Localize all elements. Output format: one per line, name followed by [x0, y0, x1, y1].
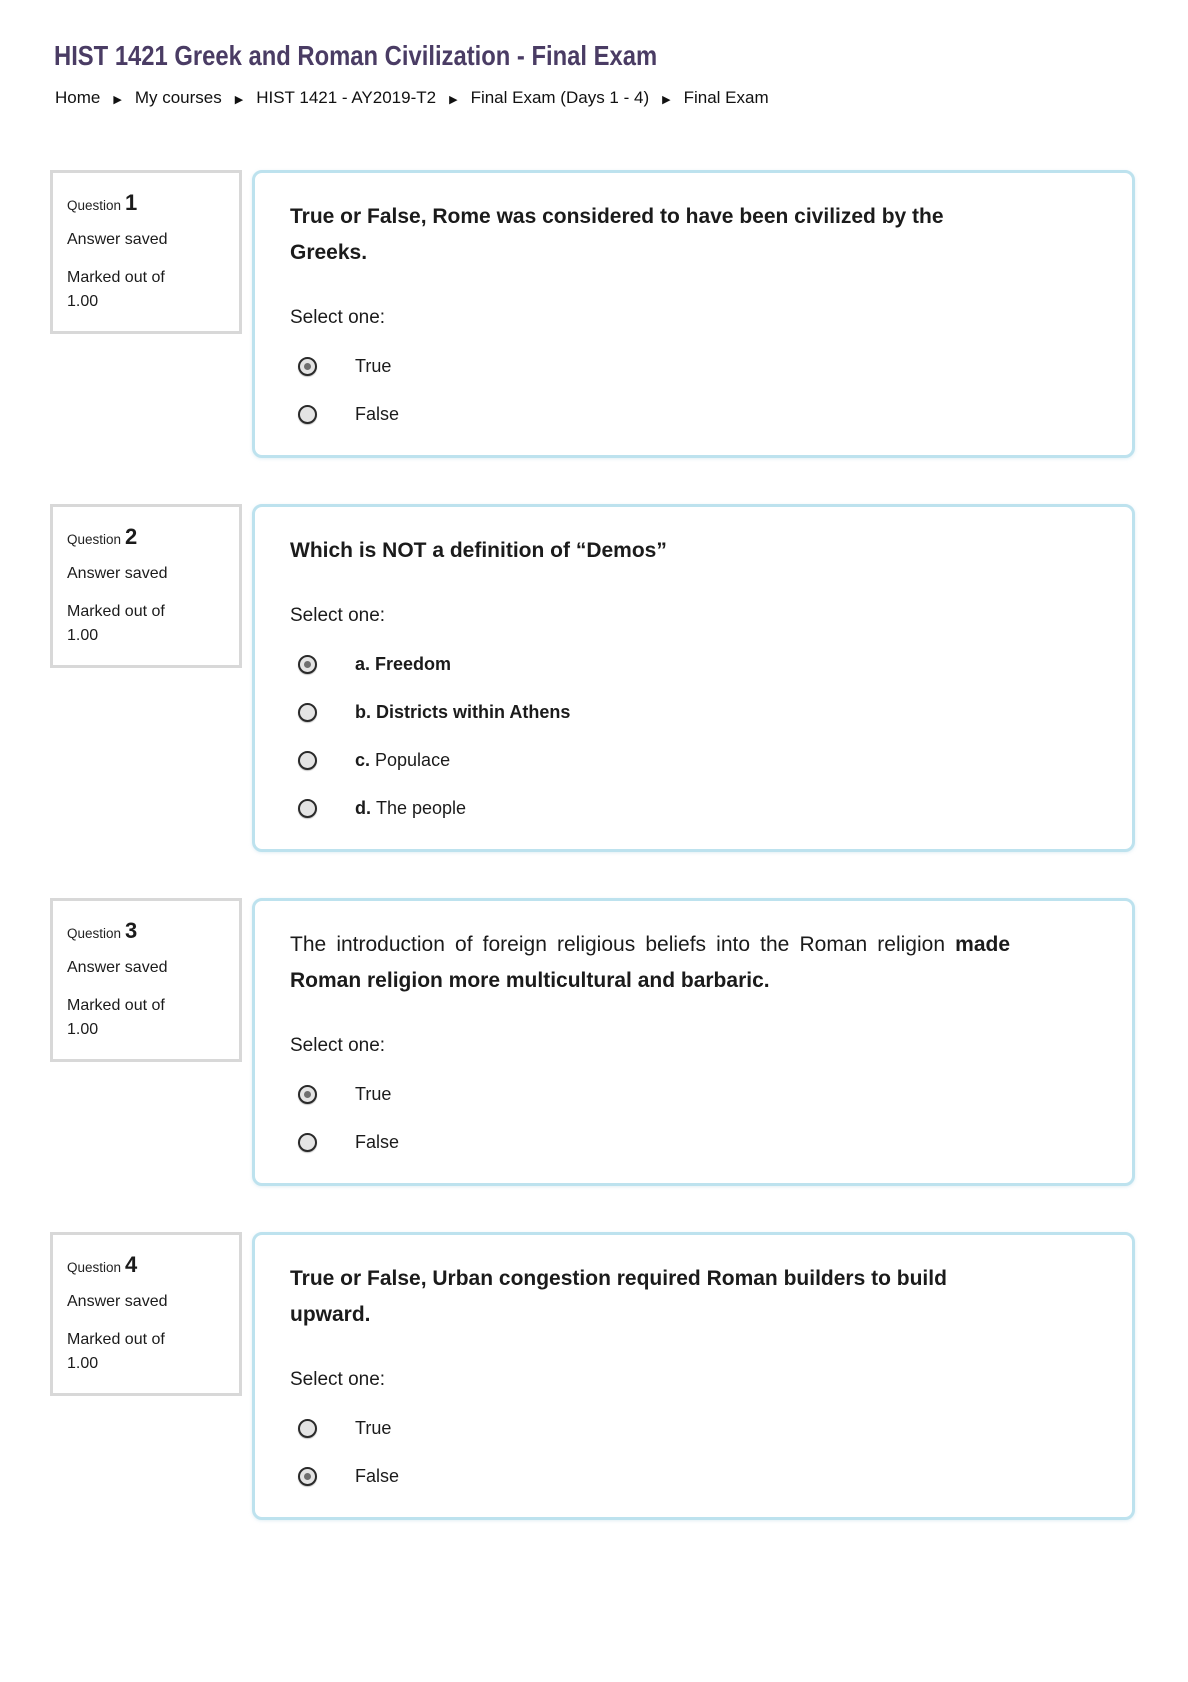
option-label: [355, 1465, 399, 1487]
answer-option[interactable]: [290, 749, 1102, 771]
option-text: Populace: [375, 750, 451, 770]
option-text: False: [355, 404, 400, 424]
question-label: Question: [67, 532, 122, 547]
option-letter: a.: [355, 654, 376, 674]
option-label: [355, 355, 391, 377]
question-text: [290, 1261, 1010, 1333]
option-label: [355, 797, 466, 819]
answer-status: Answer saved: [67, 1293, 168, 1310]
radio-button[interactable]: [298, 703, 317, 722]
question-text: [290, 927, 1010, 999]
answer-option[interactable]: [290, 403, 1102, 425]
answer-option[interactable]: [290, 1083, 1102, 1105]
option-text: True: [355, 1084, 392, 1104]
options: [290, 355, 1102, 425]
question-heading: [67, 191, 227, 218]
question-block: [50, 170, 1135, 458]
marked-out-of: Marked out of: [67, 1331, 165, 1348]
question-number: 1: [125, 190, 138, 215]
option-letter: b.: [355, 702, 376, 722]
option-label: [355, 1417, 391, 1439]
answer-option[interactable]: [290, 1465, 1102, 1487]
option-label: [355, 653, 451, 675]
select-one-label: Select one:: [290, 1035, 386, 1056]
question-number: 2: [125, 524, 138, 549]
radio-button[interactable]: [298, 799, 317, 818]
radio-button[interactable]: [298, 1467, 317, 1486]
option-label: [355, 1131, 399, 1153]
question-text-part: True or False, Urban congestion required Roman builders to build upward.: [290, 1267, 947, 1326]
option-label: [355, 701, 570, 723]
breadcrumb-link[interactable]: Home: [55, 88, 101, 107]
marked-out-of: Marked out of: [67, 603, 165, 620]
option-letter: d.: [355, 798, 376, 818]
answer-status: Answer saved: [67, 959, 168, 976]
answer-option[interactable]: [290, 1131, 1102, 1153]
question-info-box: [50, 898, 242, 1062]
answer-option[interactable]: [290, 653, 1102, 675]
question-heading: [67, 1253, 227, 1280]
question-panel: [252, 170, 1135, 458]
options: [290, 1083, 1102, 1153]
option-text: False: [355, 1466, 400, 1486]
mark-value: 1.00: [67, 1021, 99, 1038]
breadcrumb-link[interactable]: My courses: [134, 88, 222, 107]
select-one-label: Select one:: [290, 307, 386, 328]
question-block: [50, 504, 1135, 852]
question-info-box: [50, 504, 242, 668]
options: [290, 1417, 1102, 1487]
radio-button[interactable]: [298, 1133, 317, 1152]
breadcrumb-separator-icon: ▶: [662, 93, 671, 106]
question-label: Question: [67, 1260, 122, 1275]
breadcrumb-separator-icon: ▶: [113, 93, 122, 106]
question-panel: [252, 504, 1135, 852]
breadcrumb-link[interactable]: Final Exam: [683, 88, 769, 107]
option-text: Freedom: [375, 654, 452, 674]
breadcrumb-link[interactable]: HIST 1421 - AY2019-T2: [256, 88, 437, 107]
radio-button[interactable]: [298, 357, 317, 376]
question-text: [290, 533, 1010, 569]
option-text: True: [355, 1418, 392, 1438]
question-panel: [252, 1232, 1135, 1520]
answer-option[interactable]: [290, 1417, 1102, 1439]
select-one-label: Select one:: [290, 605, 386, 626]
question-text-part: made Roman religion more multicultural and barbaric.: [290, 933, 1010, 992]
mark-value: 1.00: [67, 1355, 99, 1372]
mark-value: 1.00: [67, 293, 99, 310]
mark-value: 1.00: [67, 627, 99, 644]
breadcrumb: [55, 88, 1135, 108]
answer-option[interactable]: [290, 797, 1102, 819]
option-letter: c.: [355, 750, 376, 770]
question-block: [50, 1232, 1135, 1520]
question-label: Question: [67, 926, 122, 941]
marked-out-of: Marked out of: [67, 269, 165, 286]
option-label: [355, 1083, 391, 1105]
question-heading: [67, 525, 227, 552]
question-info-box: [50, 170, 242, 334]
option-text: True: [355, 356, 392, 376]
question-text-part: Which is NOT a definition of “Demos”: [290, 539, 667, 562]
question-list: [50, 170, 1135, 1520]
radio-button[interactable]: [298, 655, 317, 674]
question-text-part: True or False, Rome was considered to have been civilized by the Greeks.: [290, 205, 944, 264]
select-one-label: Select one:: [290, 1369, 386, 1390]
breadcrumb-separator-icon: ▶: [449, 93, 458, 106]
option-label: [355, 749, 450, 771]
question-label: Question: [67, 198, 122, 213]
answer-status: Answer saved: [67, 565, 168, 582]
option-label: [355, 403, 399, 425]
question-number: 4: [125, 1252, 138, 1277]
question-panel: [252, 898, 1135, 1186]
marked-out-of: Marked out of: [67, 997, 165, 1014]
answer-status: Answer saved: [67, 231, 168, 248]
breadcrumb-separator-icon: ▶: [234, 93, 244, 106]
question-heading: [67, 919, 227, 946]
question-text: [290, 199, 1010, 271]
breadcrumb-link[interactable]: Final Exam (Days 1 - 4): [470, 88, 650, 107]
answer-option[interactable]: [290, 355, 1102, 377]
radio-button[interactable]: [298, 751, 317, 770]
answer-option[interactable]: [290, 701, 1102, 723]
option-text: False: [355, 1132, 400, 1152]
page-title: HIST 1421 Greek and Roman Civilization - Final Exam: [54, 40, 658, 71]
question-number: 3: [125, 918, 138, 943]
radio-button[interactable]: [298, 1419, 317, 1438]
option-text: Districts within Athens: [376, 702, 571, 722]
option-text: The people: [376, 798, 467, 818]
question-block: [50, 898, 1135, 1186]
radio-button[interactable]: [298, 405, 317, 424]
options: [290, 653, 1102, 819]
question-info-box: [50, 1232, 242, 1396]
radio-button[interactable]: [298, 1085, 317, 1104]
question-text-part: The introduction of foreign religious beliefs into the Roman religion: [290, 933, 956, 956]
